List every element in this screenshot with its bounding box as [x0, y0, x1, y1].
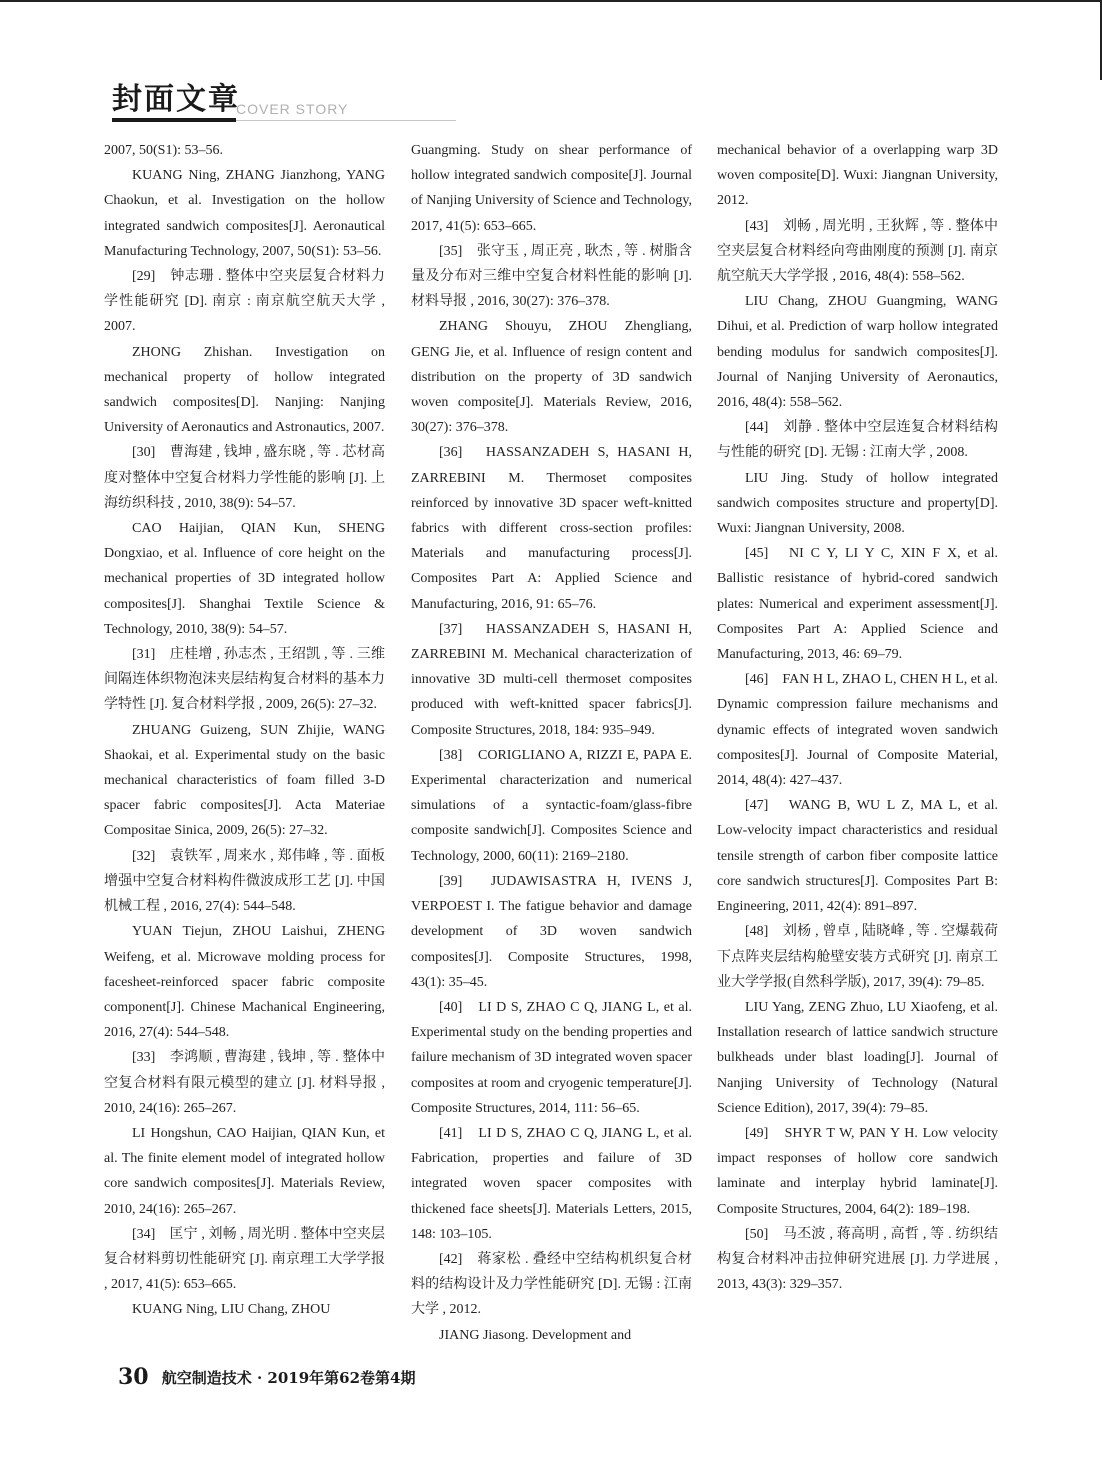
reference-entry: [46] FAN H L, ZHAO L, CHEN H L, et al. Dynamic compression failure mechanisms and dynamic effects of integrated woven sandwich composites[J]. Journal of Composite Material, 2014, 48(4): 427–437.	[717, 672, 998, 789]
reference-entry: [33] 李鸿顺 , 曹海建 , 钱坤 , 等 . 整体中空复合材料有限元模型的建立 [J]. 材料导报 , 2010, 24(16): 265–267.	[104, 1050, 385, 1116]
reference-entry: [50] 马丕波 , 蒋高明 , 高哲 , 等 . 纺织结构复合材料冲击拉伸研究进展 [J]. 力学进展 , 2013, 43(3): 329–357.	[717, 1226, 998, 1293]
reference-entry: LIU Chang, ZHOU Guangming, WANG Dihui, et al. Prediction of warp hollow integrated bending modulus for sandwich composites[J]. Journal of Nanjing University of Aeronautics, 2016, 48(4): 558–562.	[717, 294, 998, 411]
reference-entry: [41] LI D S, ZHAO C Q, JIANG L, et al. Fabrication, properties and failure of 3D integrated woven spacer composites with thickened face sheets[J]. Materials Letters, 2015, 148: 103–105.	[411, 1125, 692, 1242]
header-underline-thick	[112, 118, 236, 122]
reference-entry: [35] 张守玉 , 周正亮 , 耿杰 , 等 . 树脂含量及分布对三维中空复合材料性能的影响 [J]. 材料导报 , 2016, 30(27): 376–378.	[411, 243, 692, 310]
reference-entry: [48] 刘杨 , 曾卓 , 陆晓峰 , 等 . 空爆载荷下点阵夹层结构舱壁安装方式研究 [J]. 南京工业大学学报(自然科学版), 2017, 39(4): 79–85.	[717, 924, 998, 990]
section-header	[112, 82, 992, 126]
reference-entry: ZHONG Zhishan. Investigation on mechanical property of hollow integrated sandwich composites[D]. Nanjing: Nanjing University of Aeronautics and Astronautics, 2007.	[104, 344, 385, 436]
reference-column-right	[717, 138, 998, 1297]
reference-entry: [44] 刘静 . 整体中空层连复合材料结构与性能的研究 [D]. 无锡 : 江南大学 , 2008.	[717, 420, 998, 461]
reference-entry: [40] LI D S, ZHAO C Q, JIANG L, et al. Experimental study on the bending properties and failure mechanism of 3D integrated woven spacer composites at room and cryogenic temperature[J]. Composite Structures, 2014, 111: 56–65.	[411, 999, 692, 1116]
reference-entry: 2007, 50(S1): 53–56.	[104, 143, 223, 158]
reference-entry: [49] SHYR T W, PAN Y H. Low velocity impact responses of hollow core sandwich laminate and interplay hybrid laminate[J]. Composite Structures, 2004, 64(2): 189–198.	[717, 1125, 998, 1217]
reference-entry: LIU Jing. Study of hollow integrated sandwich composites structure and property[D]. Wuxi: Jiangnan University, 2008.	[717, 470, 998, 537]
reference-entry: [31] 庄桂增 , 孙志杰 , 王绍凯 , 等 . 三维间隔连体织物泡沫夹层结构复合材料的基本力学特性 [J]. 复合材料学报 , 2009, 26(5): 27–32.	[104, 647, 385, 713]
page-footer	[118, 1364, 415, 1394]
header-underline-thin	[236, 120, 456, 121]
reference-entry: Guangming. Study on shear performance of hollow integrated sandwich composite[J]. Journal of Nanjing University of Science and Technology, 2017, 41(5): 653–665.	[411, 143, 692, 234]
reference-entry: [32] 袁铁军 , 周来水 , 郑伟峰 , 等 . 面板增强中空复合材料构件微波成形工艺 [J]. 中国机械工程 , 2016, 27(4): 544–548.	[104, 848, 385, 915]
section-title-cn: 封面文章	[112, 82, 240, 117]
reference-entry: YUAN Tiejun, ZHOU Laishui, ZHENG Weifeng, et al. Microwave molding process for facesheet-reinforced spacer fabric composite component[J]. Chinese Machanical Engineering, 2016, 27(4): 544–548.	[104, 924, 385, 1041]
reference-entry: ZHANG Shouyu, ZHOU Zhengliang, GENG Jie, et al. Influence of resign content and distribution on the property of 3D sandwich woven composite[J]. Materials Review, 2016, 30(27): 376–378.	[411, 319, 692, 436]
reference-entry: mechanical behavior of a overlapping warp 3D woven composite[D]. Wuxi: Jiangnan University, 2012.	[717, 143, 998, 209]
journal-issue: 航空制造技术 · 2019年第62卷第4期	[161, 1368, 416, 1387]
reference-entry: [43] 刘畅 , 周光明 , 王狄辉 , 等 . 整体中空夹层复合材料经向弯曲刚度的预测 [J]. 南京航空航天大学学报 , 2016, 48(4): 558–562.	[717, 218, 998, 285]
reference-column-left	[104, 138, 385, 1323]
reference-entry: [42] 蒋家松 . 叠经中空结构机织复合材料的结构设计及力学性能研究 [D]. 无锡 : 江南大学 , 2012.	[411, 1251, 692, 1318]
reference-column-middle	[411, 138, 692, 1348]
reference-entry: JIANG Jiasong. Development and	[439, 1327, 632, 1343]
reference-entry: [36] HASSANZADEH S, HASANI H, ZARREBINI M. Thermoset composites reinforced by innovative 3D spacer weft-knitted fabrics with different cross-section profiles: Materials and manufacturing process[J]. Composites Part A: Applied Science and Manufacturing, 2016, 91: 65–76.	[411, 445, 692, 612]
reference-entry: [30] 曹海建 , 钱坤 , 盛东晓 , 等 . 芯材高度对整体中空复合材料力学性能的影响 [J]. 上海纺织科技 , 2010, 38(9): 54–57.	[104, 445, 385, 511]
reference-entry: [38] CORIGLIANO A, RIZZI E, PAPA E. Experimental characterization and numerical simulations of a syntactic-foam/glass-fibre composite sandwich[J]. Composites Science and Technology, 2000, 60(11): 2169–2180.	[411, 747, 692, 864]
reference-entry: [45] NI C Y, LI Y C, XIN F X, et al. Ballistic resistance of hybrid-cored sandwich plates: Numerical and experiment assessment[J]. Composites Part A: Applied Science and Manufacturing, 2013, 46: 69–79.	[717, 546, 998, 663]
reference-entry: CAO Haijian, QIAN Kun, SHENG Dongxiao, et al. Influence of core height on the mechanical properties of 3D integrated hollow composites[J]. Shanghai Textile Science & Technology, 2010, 38(9): 54–57.	[104, 521, 385, 637]
page-number: 30	[118, 1364, 149, 1390]
reference-entry: [47] WANG B, WU L Z, MA L, et al. Low-velocity impact characteristics and residual tensile strength of carbon fiber composite lattice core sandwich structures[J]. Composites Part B: Engineering, 2011, 42(4): 891–897.	[717, 798, 998, 915]
reference-entry: ZHUANG Guizeng, SUN Zhijie, WANG Shaokai, et al. Experimental study on the basic mechanical characteristics of foam filled 3-D spacer fabric composites[J]. Acta Materiae Compositae Sinica, 2009, 26(5): 27–32.	[104, 722, 385, 839]
reference-entry: LI Hongshun, CAO Haijian, QIAN Kun, et al. The finite element model of integrated hollow core sandwich composites[J]. Materials Review, 2010, 24(16): 265–267.	[104, 1125, 385, 1217]
top-border-rule	[0, 0, 1102, 2]
reference-entry: KUANG Ning, LIU Chang, ZHOU	[132, 1302, 331, 1318]
reference-entry: LIU Yang, ZENG Zhuo, LU Xiaofeng, et al. Installation research of lattice sandwich structure bulkheads under blast loading[J]. Journal of Nanjing University of Technology (Natural Science Edition), 2017, 39(4): 79–85.	[717, 999, 998, 1116]
reference-entry: KUANG Ning, ZHANG Jianzhong, YANG Chaokun, et al. Investigation on the hollow integrated sandwich composites[J]. Aeronautical Manufacturing Technology, 2007, 50(S1): 53–56.	[104, 168, 385, 259]
reference-entry: [39] JUDAWISASTRA H, IVENS J, VERPOEST I. The fatigue behavior and damage development of 3D woven sandwich composites[J]. Composite Structures, 1998, 43(1): 35–45.	[411, 873, 692, 990]
reference-entry: [37] HASSANZADEH S, HASANI H, ZARREBINI M. Mechanical characterization of innovative 3D multi-cell thermoset composites produced with weft-knitted spacer fabrics[J]. Composite Structures, 2018, 184: 935–949.	[411, 621, 692, 738]
section-title-en: COVER STORY	[236, 101, 349, 117]
reference-entry: [34] 匡宁 , 刘畅 , 周光明 . 整体中空夹层复合材料剪切性能研究 [J]. 南京理工大学学报 , 2017, 41(5): 653–665.	[104, 1226, 385, 1293]
reference-entry: [29] 钟志珊 . 整体中空夹层复合材料力学性能研究 [D]. 南京 : 南京航空航天大学 , 2007.	[104, 269, 385, 335]
